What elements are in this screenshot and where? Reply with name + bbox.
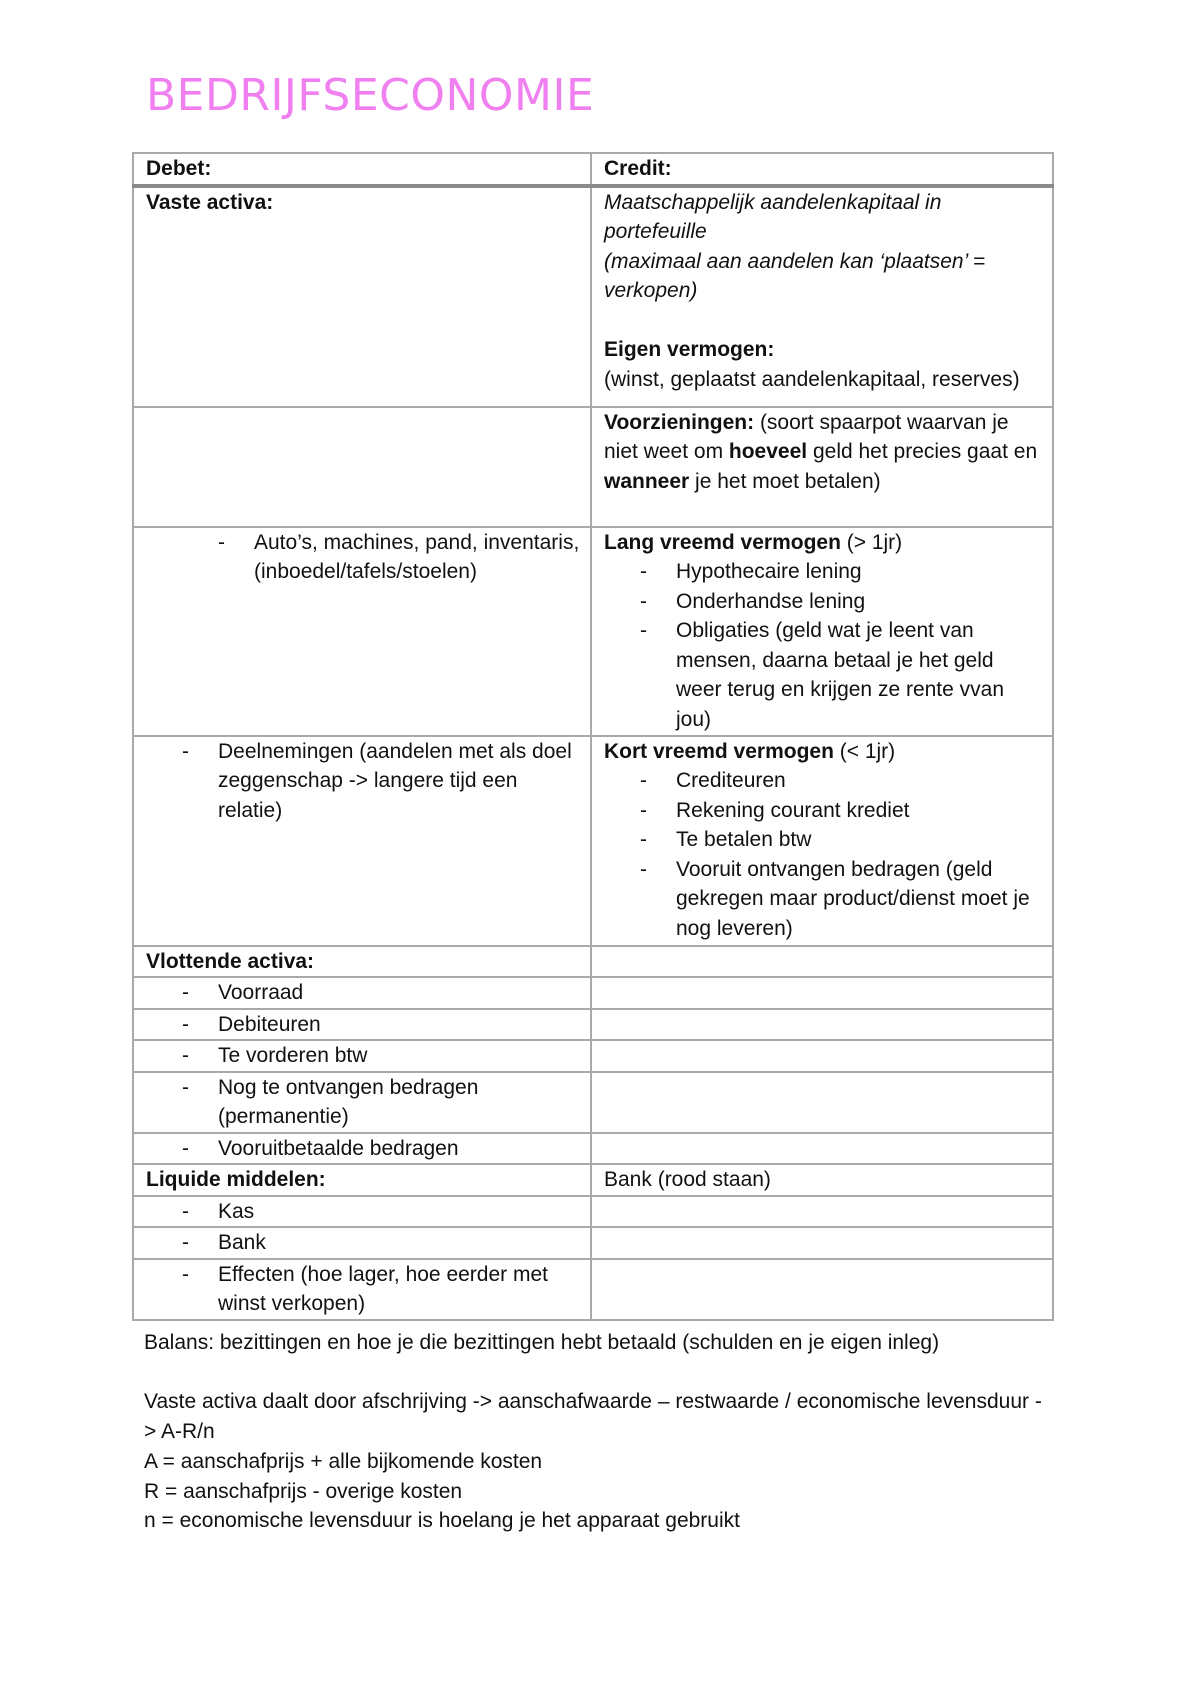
list-item-text: Hypothecaire lening — [676, 560, 862, 583]
table-header-row — [133, 153, 1053, 186]
voorzieningen-part: geld het precies gaat en — [807, 440, 1038, 463]
notes-section — [144, 1328, 1044, 1536]
bullet: - — [182, 1199, 189, 1223]
credit-cell — [591, 977, 1053, 1009]
bullet: - — [640, 589, 647, 613]
list-item-text: Obligaties (geld wat je leent van mensen, daarna betaal je het geld weer terug en krijgen ze rente vvan jou) — [676, 619, 1005, 731]
afschrijving-formula: Vaste activa daalt door afschrijving -> aanschafwaarde – restwaarde / economische levensduur -> A-R/n — [144, 1390, 1042, 1444]
credit-cell — [591, 736, 1053, 946]
list-item-text: Rekening courant krediet — [676, 798, 910, 822]
list-item — [146, 1228, 580, 1258]
debet-cell — [133, 186, 591, 407]
credit-cell — [591, 1259, 1053, 1320]
list-item-text: Vooruitbetaalde bedragen — [218, 1136, 459, 1160]
bullet: - — [182, 1136, 189, 1160]
table-row — [133, 1009, 1053, 1041]
bullet: - — [640, 828, 647, 851]
bullet: - — [182, 1231, 189, 1254]
debet-cell — [133, 1259, 591, 1320]
credit-header: Credit: — [591, 153, 1053, 186]
debet-cell — [133, 1072, 591, 1133]
voorzieningen-part: je het moet betalen) — [689, 469, 881, 493]
formula-n: n = economische levensduur is hoelang je het apparaat gebruikt — [144, 1509, 740, 1533]
balance-sheet-table — [132, 152, 1054, 1321]
list-item-text: Auto’s, machines, pand, inventaris, (inboedel/tafels/stoelen) — [254, 530, 580, 583]
table-row — [133, 1072, 1053, 1133]
debet-cell — [133, 407, 591, 527]
table-row — [133, 1040, 1053, 1072]
table-row — [133, 527, 1053, 736]
debet-cell — [133, 1040, 591, 1072]
debet-cell — [133, 977, 591, 1009]
list-item — [604, 557, 1042, 587]
kort-vreemd-vermogen — [604, 737, 1042, 767]
list-item — [146, 528, 580, 587]
bullet: - — [640, 560, 647, 583]
bullet: - — [182, 1012, 189, 1036]
bullet: - — [640, 857, 647, 881]
eigen-vermogen-label: Eigen vermogen: — [604, 338, 775, 361]
list-item-text: Bank — [218, 1231, 266, 1254]
voorzieningen-text — [604, 408, 1042, 497]
kort-vreemd-label: Kort vreemd vermogen — [604, 739, 834, 763]
debet-header: Debet: — [133, 153, 591, 186]
list-item — [146, 1010, 580, 1040]
list-item — [146, 978, 580, 1008]
bullet: - — [182, 981, 189, 1004]
voorzieningen-emphasis: wanneer — [604, 469, 690, 493]
credit-cell — [591, 946, 1053, 978]
list-item — [604, 616, 1042, 734]
document-title: BEDRIJFSECONOMIE — [146, 70, 595, 121]
maatschappelijk-note: (maximaal aan aandelen kan ‘plaatsen’ = verkopen) — [604, 249, 986, 302]
list-item — [146, 1260, 580, 1319]
bullet: - — [182, 1044, 189, 1067]
list-item-text: Onderhandse lening — [676, 589, 866, 613]
list-item — [604, 855, 1042, 944]
bullet: - — [640, 769, 647, 792]
table-row — [133, 1196, 1053, 1228]
credit-cell — [591, 1040, 1053, 1072]
lang-vreemd-vermogen — [604, 528, 1042, 558]
list-item — [604, 796, 1042, 826]
spacer — [144, 1358, 1044, 1388]
list-item-text: Te vorderen btw — [218, 1044, 368, 1067]
list-item — [146, 737, 580, 826]
list-item-text: Vooruit ontvangen bedragen (geld gekregen maar product/dienst moet je nog leveren) — [676, 857, 1030, 940]
list-item — [604, 825, 1042, 855]
list-item — [146, 1134, 580, 1164]
bullet: - — [182, 739, 189, 763]
bullet: - — [218, 530, 225, 554]
debet-cell — [133, 1196, 591, 1228]
list-item-text: Kas — [218, 1199, 255, 1223]
debet-cell — [133, 1009, 591, 1041]
list-item — [604, 587, 1042, 617]
voorzieningen-emphasis: hoeveel — [728, 440, 808, 463]
liquide-middelen-label: Liquide middelen: — [133, 1164, 591, 1196]
credit-cell — [591, 407, 1053, 527]
voorzieningen-part: (soort spaarpot waarvan je niet weet om — [604, 410, 1009, 463]
table-row — [133, 1133, 1053, 1165]
lang-vreemd-term: (> 1jr) — [840, 530, 903, 554]
credit-cell — [591, 1196, 1053, 1228]
maatschappelijk-text: Maatschappelijk aandelenkapitaal in portefeuille — [604, 190, 942, 243]
table-row — [133, 736, 1053, 946]
eigen-vermogen-text: (winst, geplaatst aandelenkapitaal, reserves) — [604, 367, 1020, 391]
credit-cell — [591, 1009, 1053, 1041]
list-item — [146, 1197, 580, 1227]
table-row — [133, 977, 1053, 1009]
bank-rood-staan: Bank (rood staan) — [591, 1164, 1053, 1196]
table-row — [133, 1259, 1053, 1320]
table-row — [133, 407, 1053, 527]
table-row — [133, 946, 1053, 978]
bullet: - — [640, 798, 647, 822]
list-item — [146, 1041, 580, 1071]
list-item-text: Voorraad — [218, 981, 304, 1004]
vaste-activa-label: Vaste activa: — [146, 190, 274, 214]
credit-cell — [591, 1072, 1053, 1133]
credit-cell — [591, 1133, 1053, 1165]
credit-cell — [591, 186, 1053, 407]
formula-a: A = aanschafprijs + alle bijkomende kosten — [144, 1449, 543, 1473]
vlottende-activa-label: Vlottende activa: — [133, 946, 591, 978]
bullet: - — [640, 619, 647, 642]
credit-cell — [591, 527, 1053, 736]
credit-cell — [591, 1227, 1053, 1259]
kort-vreemd-term: (< 1jr) — [833, 739, 896, 763]
list-item — [604, 766, 1042, 796]
table-row — [133, 1164, 1053, 1196]
lang-vreemd-label: Lang vreemd vermogen — [604, 530, 841, 554]
table-row — [133, 186, 1053, 407]
voorzieningen-label: Voorzieningen: — [604, 410, 755, 434]
bullet: - — [182, 1075, 189, 1099]
list-item-text: Effecten (hoe lager, hoe eerder met winst verkopen) — [218, 1262, 548, 1315]
list-item — [146, 1073, 580, 1132]
debet-cell — [133, 1227, 591, 1259]
debet-cell — [133, 736, 591, 946]
debet-cell — [133, 1133, 591, 1165]
formula-r: R = aanschafprijs - overige kosten — [144, 1479, 463, 1503]
list-item-text: Te betalen btw — [676, 828, 812, 851]
table-row — [133, 1227, 1053, 1259]
list-item-text: Crediteuren — [676, 769, 786, 792]
list-item-text: Debiteuren — [218, 1012, 321, 1036]
debet-cell — [133, 527, 591, 736]
list-item-text: Nog te ontvangen bedragen (permanentie) — [218, 1075, 479, 1128]
balans-definition: Balans: bezittingen en hoe je die bezittingen hebt betaald (schulden en je eigen inleg) — [144, 1331, 940, 1354]
bullet: - — [182, 1262, 189, 1286]
list-item-text: Deelnemingen (aandelen met als doel zeggenschap -> langere tijd een relatie) — [218, 739, 572, 822]
